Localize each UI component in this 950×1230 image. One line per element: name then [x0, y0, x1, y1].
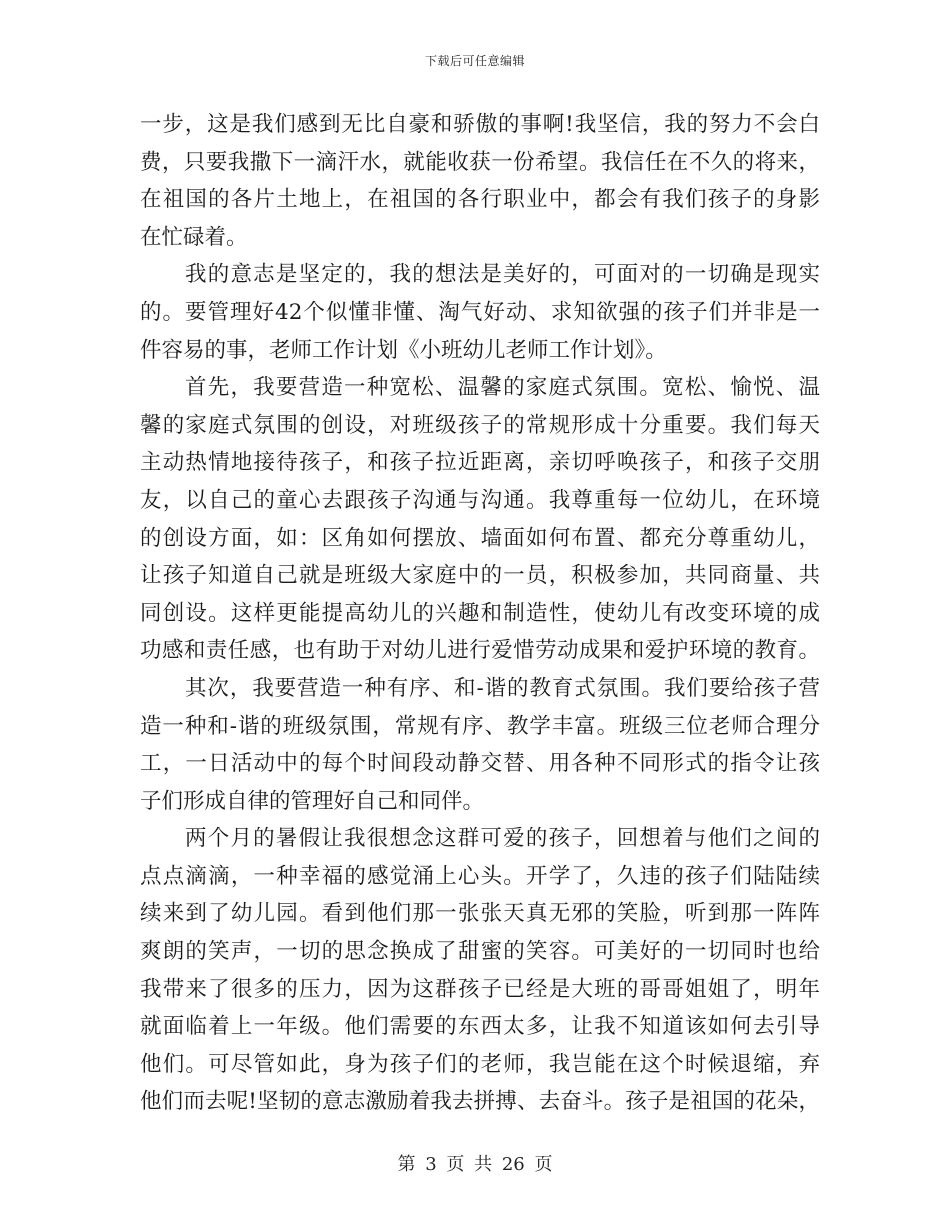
text-line: 点点滴滴，一种幸福的感觉涌上心头。开学了，久违的孩子们陆陆续 [140, 863, 820, 889]
text-line: 他们。可尽管如此，身为孩子们的老师，我岂能在这个时候退缩，弃 [140, 1051, 820, 1077]
text-line: 他们而去呢!坚韧的意志激励着我去拼搏、去奋斗。孩子是祖国的花朵， [140, 1089, 820, 1115]
text-line: 在祖国的各片土地上，在祖国的各行职业中，都会有我们孩子的身影 [140, 187, 820, 213]
text-line: 友，以自己的童心去跟孩子沟通与沟通。我尊重每一位幼儿，在环境 [140, 487, 820, 513]
text-line: 费，只要我撒下一滴汗水，就能收获一份希望。我信任在不久的将来， [140, 149, 820, 175]
text-line: 在忙碌着。 [140, 224, 248, 250]
page-footer: 第 3 页 共 26 页 [397, 1154, 553, 1175]
text-line: 馨的家庭式氛围的创设，对班级孩子的常规形成十分重要。我们每天 [140, 412, 820, 438]
text-line: 两个月的暑假让我很想念这群可爱的孩子，回想着与他们之间的 [185, 826, 820, 852]
text-line: 件容易的事，老师工作计划《小班幼儿老师工作计划》。 [140, 337, 667, 363]
text-line: 续来到了幼儿园。看到他们那一张张天真无邪的笑脸，听到那一阵阵 [140, 901, 820, 927]
text-line: 造一种和-谐的班级氛围，常规有序、教学丰富。班级三位老师合理分 [140, 713, 820, 739]
text-line: 就面临着上一年级。他们需要的东西太多，让我不知道该如何去引导 [140, 1014, 820, 1040]
text-line: 让孩子知道自己就是班级大家庭中的一员，积极参加，共同商量、共 [140, 563, 820, 589]
page-header: 下载后可任意编辑 [424, 54, 525, 68]
text-line: 其次，我要营造一种有序、和-谐的教育式氛围。我们要给孩子营 [185, 675, 820, 701]
document-body [140, 106, 820, 1121]
text-line: 同创设。这样更能提高幼儿的兴趣和制造性，使幼儿有改变环境的成 [140, 600, 820, 626]
text-line: 我带来了很多的压力，因为这群孩子已经是大班的哥哥姐姐了，明年 [140, 976, 820, 1002]
text-line: 功感和责任感，也有助于对幼儿进行爱惜劳动成果和爱护环境的教育。 [140, 638, 820, 664]
text-line: 爽朗的笑声，一切的思念换成了甜蜜的笑容。可美好的一切同时也给 [140, 939, 820, 965]
text-line: 子们形成自律的管理好自己和同伴。 [140, 788, 485, 814]
text-line: 一步，这是我们感到无比自豪和骄傲的事啊!我坚信，我的努力不会白 [140, 112, 820, 137]
text-line: 的创设方面，如：区角如何摆放、墙面如何布置、都充分尊重幼儿， [140, 525, 820, 551]
text-line: 首先，我要营造一种宽松、温馨的家庭式氛围。宽松、愉悦、温 [185, 375, 820, 401]
text-line: 工，一日活动中的每个时间段动静交替、用各种不同形式的指令让孩 [140, 751, 820, 777]
text-line: 主动热情地接待孩子，和孩子拉近距离，亲切呼唤孩子，和孩子交朋 [140, 450, 820, 476]
text-line: 我的意志是坚定的，我的想法是美好的，可面对的一切确是现实 [185, 262, 820, 288]
text-line: 的。要管理好42个似懂非懂、淘气好动、求知欲强的孩子们并非是一 [140, 299, 820, 325]
